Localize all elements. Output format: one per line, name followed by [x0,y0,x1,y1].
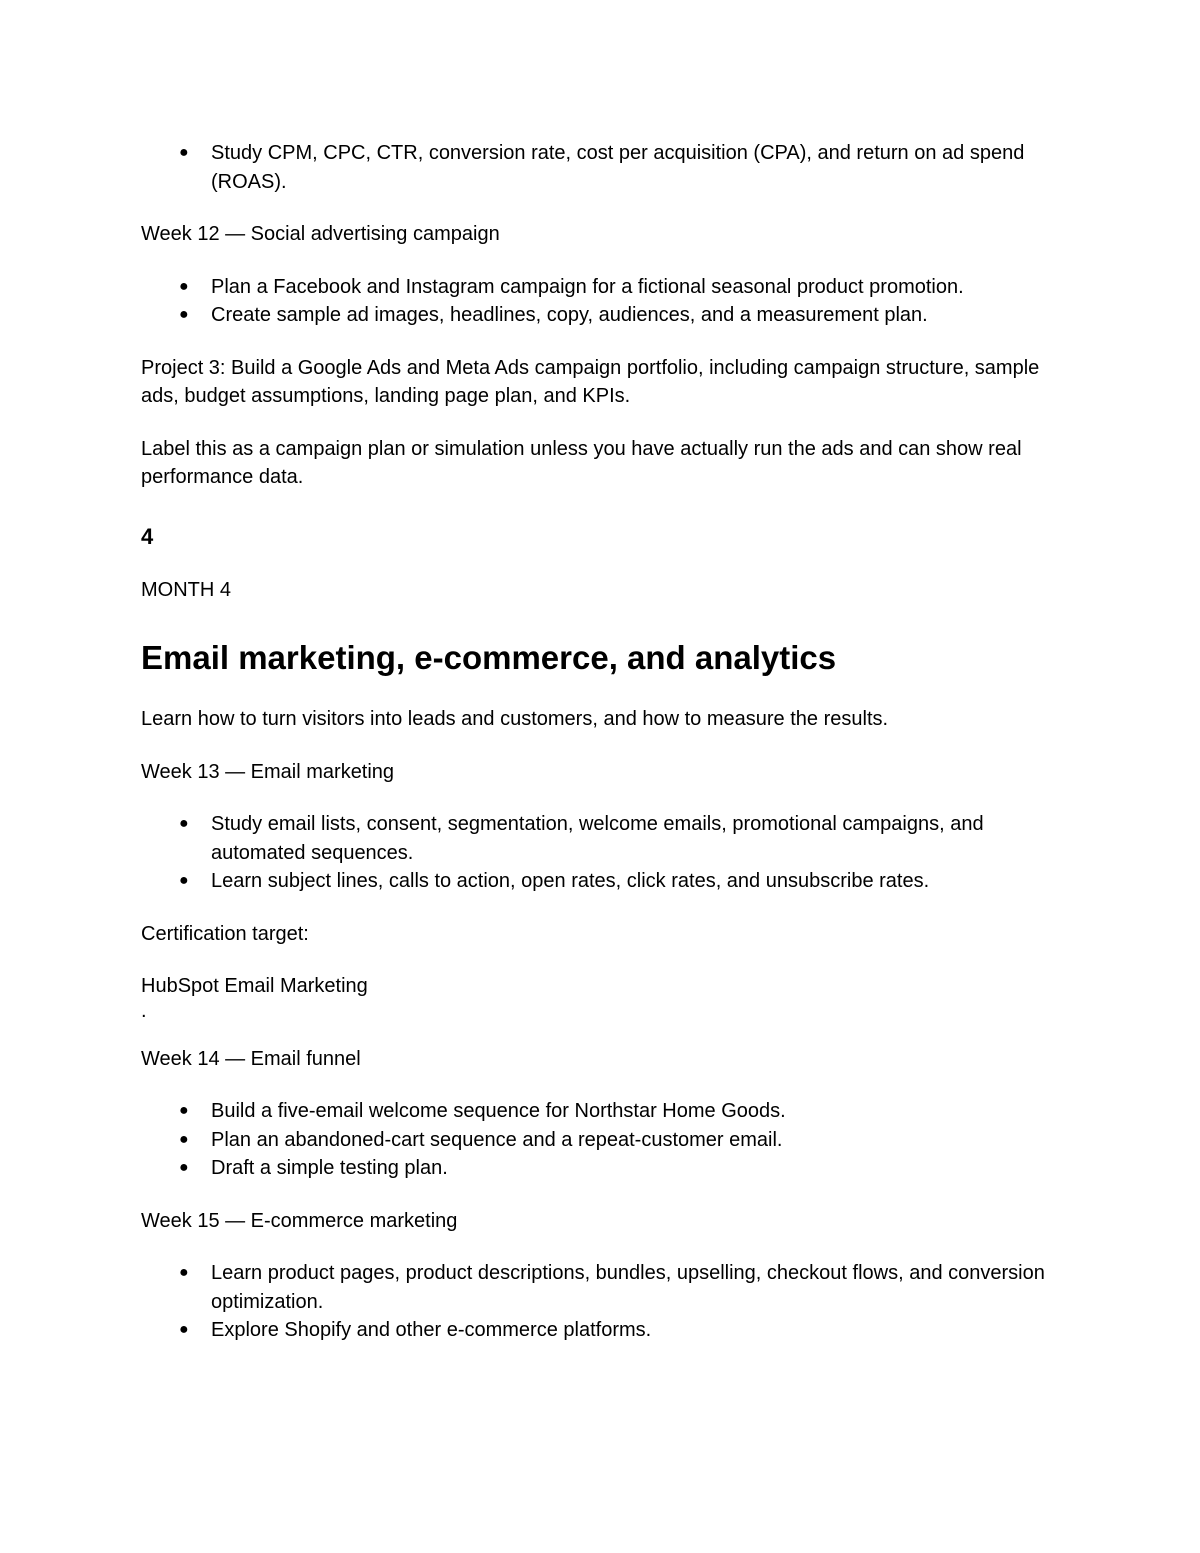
bullet-icon: ● [179,1159,189,1176]
month-label: MONTH 4 [141,578,231,601]
list-item: ● Plan an abandoned-cart sequence and a repeat-customer email. [141,1126,1061,1155]
bullet-icon: ● [179,306,189,323]
bullet-icon: ● [179,144,189,161]
list-item: ● Learn subject lines, calls to action, open rates, click rates, and unsubscribe rates. [141,867,1061,896]
list-item: ● Study CPM, CPC, CTR, conversion rate, cost per acquisition (CPA), and return on ad spend (ROAS). [141,139,1061,196]
bullet-icon: ● [179,815,189,832]
bullet-icon: ● [179,1130,189,1148]
week-12-bullet-list [141,273,1061,330]
week-12-heading: Week 12 — Social advertising campaign [141,223,500,245]
certification-label: Certification target: [141,922,309,945]
list-item: ● Create sample ad images, headlines, copy, audiences, and a measurement plan. [141,301,1061,330]
certification-dot: . [141,999,147,1022]
bullet-icon: ● [179,1264,189,1281]
week-15-heading: Week 15 — E-commerce marketing [141,1209,458,1232]
week-15-bullet-list [141,1259,1061,1345]
label-note-paragraph: Label this as a campaign plan or simulation unless you have actually run the ads and can show real performance data. [141,437,1022,488]
list-item: ● Build a five-email welcome sequence for Northstar Home Goods. [141,1097,1061,1126]
bullet-icon: ● [179,872,189,889]
list-item: ● Draft a simple testing plan. [141,1154,1061,1183]
bullet-icon: ● [179,1102,189,1119]
week-14-heading: Week 14 — Email funnel [141,1047,361,1070]
week-14-bullet-list [141,1097,1061,1183]
list-item: ● Explore Shopify and other e-commerce platforms. [141,1316,1061,1345]
project-3-paragraph: Project 3: Build a Google Ads and Meta Ads campaign portfolio, including campaign structure, sample ads, budget assumptions, landing page plan, and KPIs. [141,356,1040,407]
section-number: 4 [141,523,154,549]
document-page [141,139,1061,1345]
section-intro: Learn how to turn visitors into leads and customers, and how to measure the results. [141,708,889,730]
metrics-bullet-list [141,139,1061,196]
list-item: ● Study email lists, consent, segmentation, welcome emails, promotional campaigns, and automated sequences. [141,810,1061,867]
bullet-icon: ● [179,1321,189,1338]
list-item: ● Plan a Facebook and Instagram campaign for a fictional seasonal product promotion. [141,273,1061,302]
bullet-icon: ● [179,277,189,295]
certification-value: HubSpot Email Marketing [141,975,368,997]
week-13-bullet-list [141,810,1061,896]
section-title: Email marketing, e-commerce, and analytics [141,639,837,676]
list-item: ● Learn product pages, product descriptions, bundles, upselling, checkout flows, and conversion optimization. [141,1259,1061,1316]
week-13-heading: Week 13 — Email marketing [141,760,395,783]
